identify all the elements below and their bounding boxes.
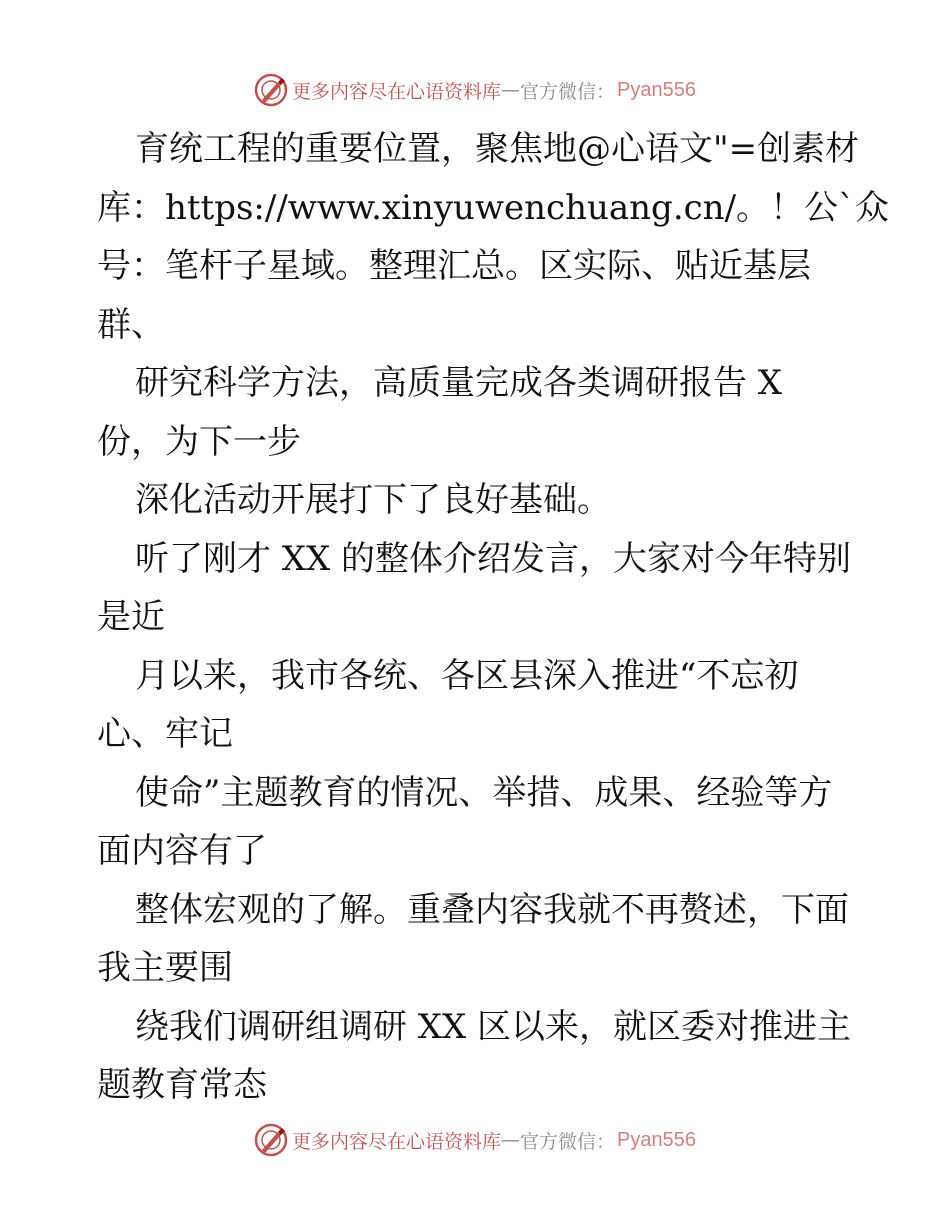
body-line: 库：https://www.xinyuwenchuang.cn/。！公`众 (97, 187, 890, 228)
body-line: 号：笔杆子星域。整理汇总。区实际、贴近基层 (97, 246, 811, 286)
footer-separator: — (501, 1129, 521, 1151)
document-body (97, 120, 890, 1115)
footer-promo-text: 更多内容尽在心语资料库 (292, 1130, 502, 1153)
body-line: 心、牢记 (97, 714, 233, 754)
pen-logo-icon (254, 1123, 288, 1157)
body-line: 听了刚才 XX 的整体介绍发言，大家对今年特别 (135, 538, 852, 579)
body-line: 育统工程的重要位置，聚焦地@心语文"=创素材 (135, 129, 860, 169)
header-promo-text: 更多内容尽在心语资料库 (292, 80, 502, 103)
body-line: 绕我们调研组调研 XX 区以来，就区委对推进主 (135, 1006, 852, 1047)
body-line: 使命”主题教育的情况、举措、成果、经验等方 (135, 772, 833, 813)
body-line: 题教育常态 (97, 1065, 267, 1105)
header-wechat-id: Pyan556 (617, 78, 696, 101)
footer-wechat-id: Pyan556 (617, 1128, 696, 1151)
body-line: 份，为下一步 (97, 421, 301, 462)
body-line: 整体宏观的了解。重叠内容我就不再赘述，下面 (135, 889, 849, 930)
body-line: 面内容有了 (97, 831, 267, 871)
footer-banner (0, 1120, 950, 1160)
header-wechat-label: 官方微信： (520, 80, 616, 103)
footer-wechat-label: 官方微信： (520, 1130, 616, 1153)
body-line: 研究科学方法，高质量完成各类调研报告 X (135, 363, 783, 403)
body-line: 深化活动开展打下了良好基础。 (135, 480, 611, 520)
pen-logo-icon (254, 73, 288, 107)
header-banner (0, 70, 950, 110)
header-separator: — (501, 79, 521, 101)
body-line: 月以来，我市各统、各区县深入推进“不忘初 (135, 655, 799, 696)
body-line: 是近 (97, 597, 165, 637)
body-line: 群、 (97, 304, 165, 345)
body-line: 我主要围 (97, 948, 233, 988)
